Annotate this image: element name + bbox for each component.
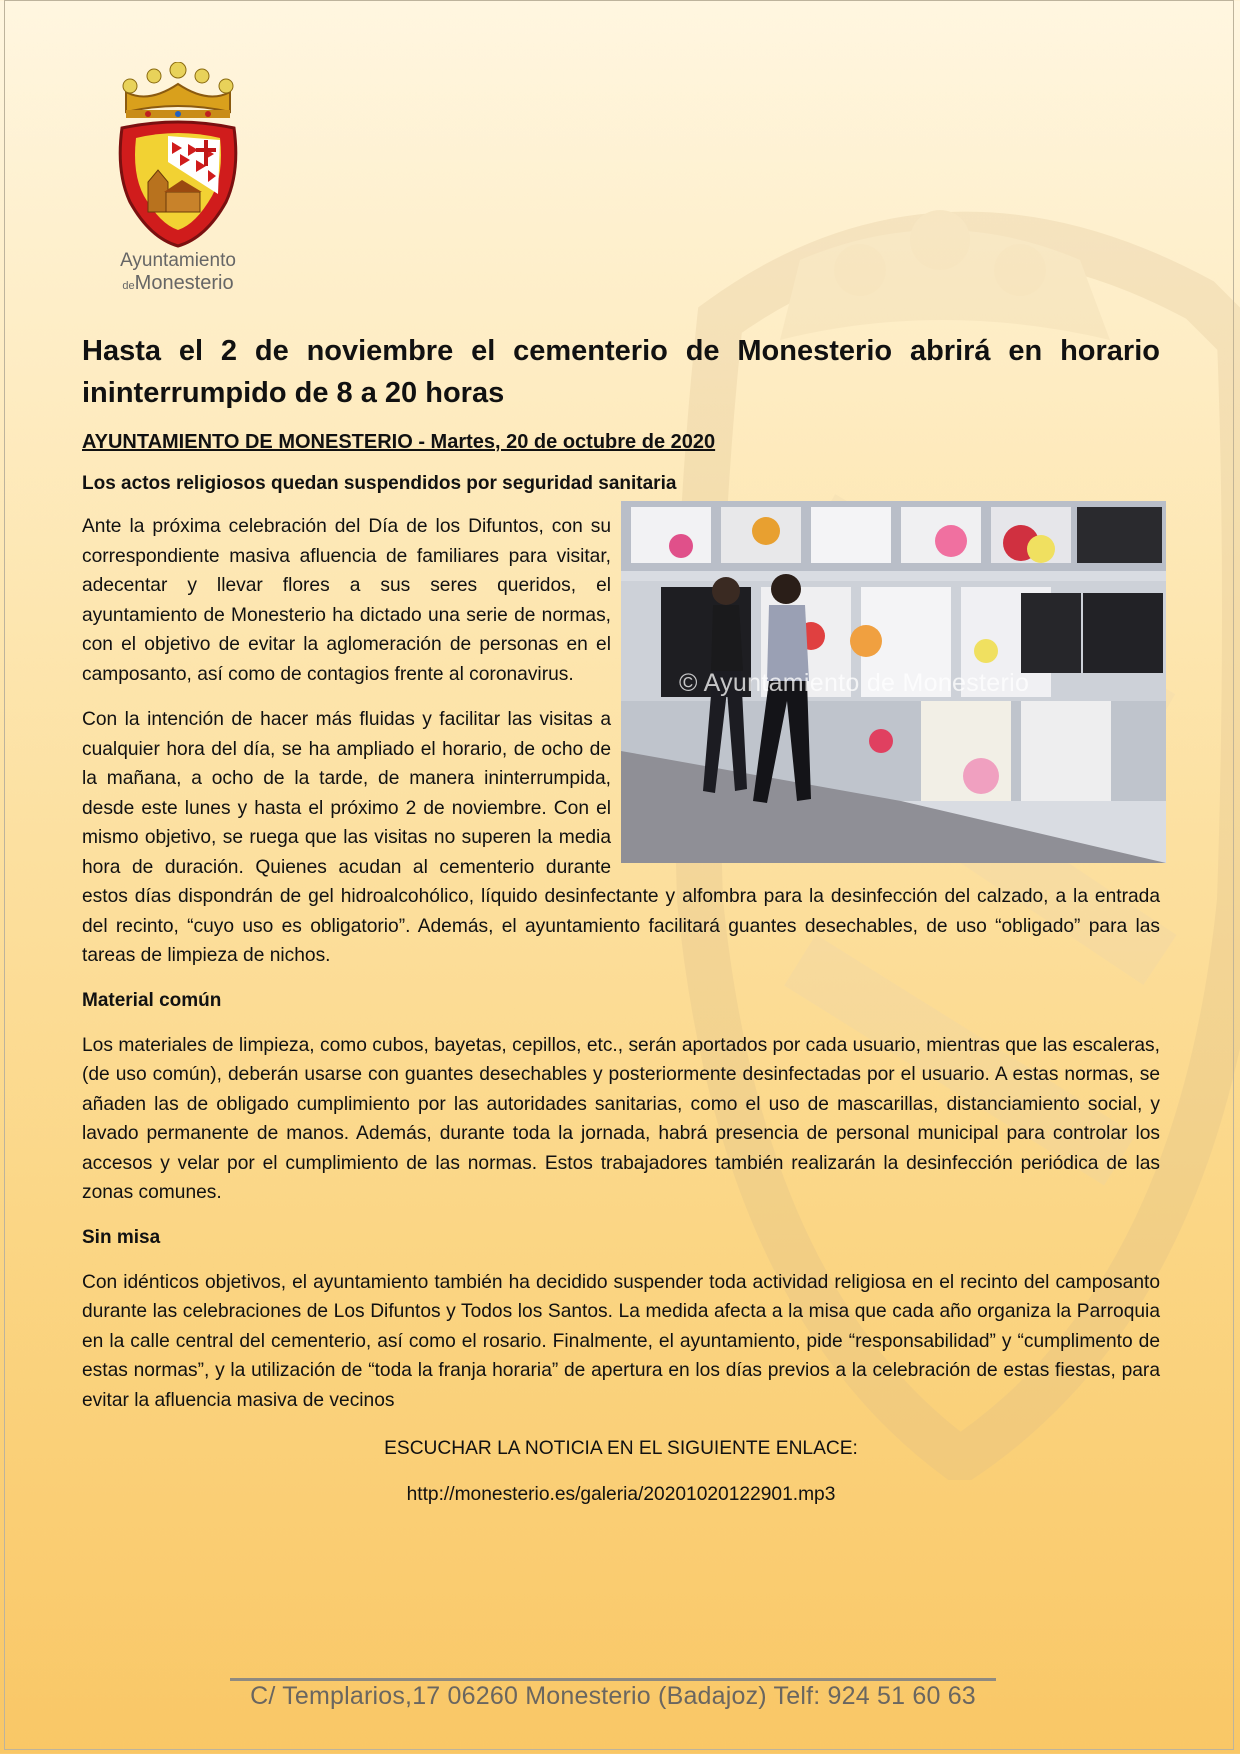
audio-link[interactable]: http://monesterio.es/galeria/20201020122901.mp3: [406, 1484, 836, 1505]
logo-line-2-name: Monesterio: [134, 272, 234, 294]
byline-text: AYUNTAMIENTO DE MONESTERIO - Martes, 20 de octubre de 2020: [82, 431, 716, 453]
section-text-sin-misa: Con idénticos objetivos, el ayuntamiento también ha decidido suspender toda actividad religiosa en el recinto del camposanto durante las celebraciones de Los Difuntos y Todos los Santos. La medida afecta a la misa que cada año organiza la Parroquia en la calle central del cementerio, así como el rosario. Finalmente, el ayuntamiento, pide “responsabilidad” y “cumplimento de estas normas”, y la utilización de “toda la franja horaria” de apertura en los días previos a la celebración de estas fiestas, para evitar la afluencia masiva de vecinos: [82, 1271, 1160, 1411]
logo-line-2: [108, 272, 248, 297]
footer-divider: [230, 1678, 996, 1681]
article: [82, 330, 1160, 1509]
section-text-material: Los materiales de limpieza, como cubos, bayetas, cepillos, etc., serán aportados por cada usuario, mientras que las escaleras, (de uso común), deberán usarse con guantes desechables y posteriormente desinfectadas por el usuario. A estas normas, se añaden las de obligado cumplimiento por las autoridades sanitarias, como el uso de mascarillas, distanciamiento social, y lavado permanente de manos. Además, durante toda la jornada, habrá presencia de personal municipal para controlar los accesos y velar por el cumplimiento de las normas. Estos trabajadores también realizarán la desinfección periódica de las zonas comunes.: [82, 1034, 1160, 1203]
municipality-logo: [108, 62, 248, 302]
article-subtitle: Los actos religiosos quedan suspendidos por seguridad sanitaria: [82, 473, 677, 494]
logo-line-2-prefix: de: [122, 280, 135, 292]
cemetery-photo: [621, 501, 1166, 863]
listen-label: ESCUCHAR LA NOTICIA EN EL SIGUIENTE ENLACE:: [384, 1438, 858, 1459]
section-title-sin-misa: Sin misa: [82, 1226, 161, 1248]
photo-watermark: © Ayuntamiento de Monesterio: [679, 669, 1030, 697]
logo-line-1: Ayuntamiento: [120, 250, 236, 271]
coat-of-arms-icon: [108, 62, 248, 252]
footer-address: C/ Templarios,17 06260 Monesterio (Badajoz) Telf: 924 51 60 63: [250, 1682, 976, 1710]
article-title: Hasta el 2 de noviembre el cementerio de Monesterio abrirá en horario ininterrumpido de 8 a 20 horas: [82, 335, 1160, 409]
section-title-material: Material común: [82, 989, 222, 1011]
article-paragraph: Ante la próxima celebración del Día de los Difuntos, con su correspondiente masiva afluencia de familiares para visitar, adecentar y llevar flores a sus seres queridos, el ayuntamiento de Monesterio ha dictado una serie de normas, con el objetivo de evitar la aglomeración de personas en el camposanto, así como de contagios frente al coronavirus.: [82, 516, 611, 685]
article-byline: [82, 428, 1160, 456]
article-paragraph: Con la intención de hacer más fluidas y facilitar las visitas a cualquier hora del día, se ha ampliado el horario, de ocho de la mañana, a ocho de la tarde, de manera ininterrumpida, desde este lunes y hasta el próximo 2 de noviembre. Con el mismo objetivo, se ruega que las visitas no superen la media hora de duración. Quienes acudan al cementerio durante estos días dispondrán de gel hidroalcohólico, líquido desinfectante y alfombra para la desinfección del calzado, a la entrada del recinto, “cuyo uso es obligatorio”. Además, el ayuntamiento facilitará guantes desechables, de uso “obligado” para las tareas de limpieza de nichos.: [82, 709, 1160, 966]
